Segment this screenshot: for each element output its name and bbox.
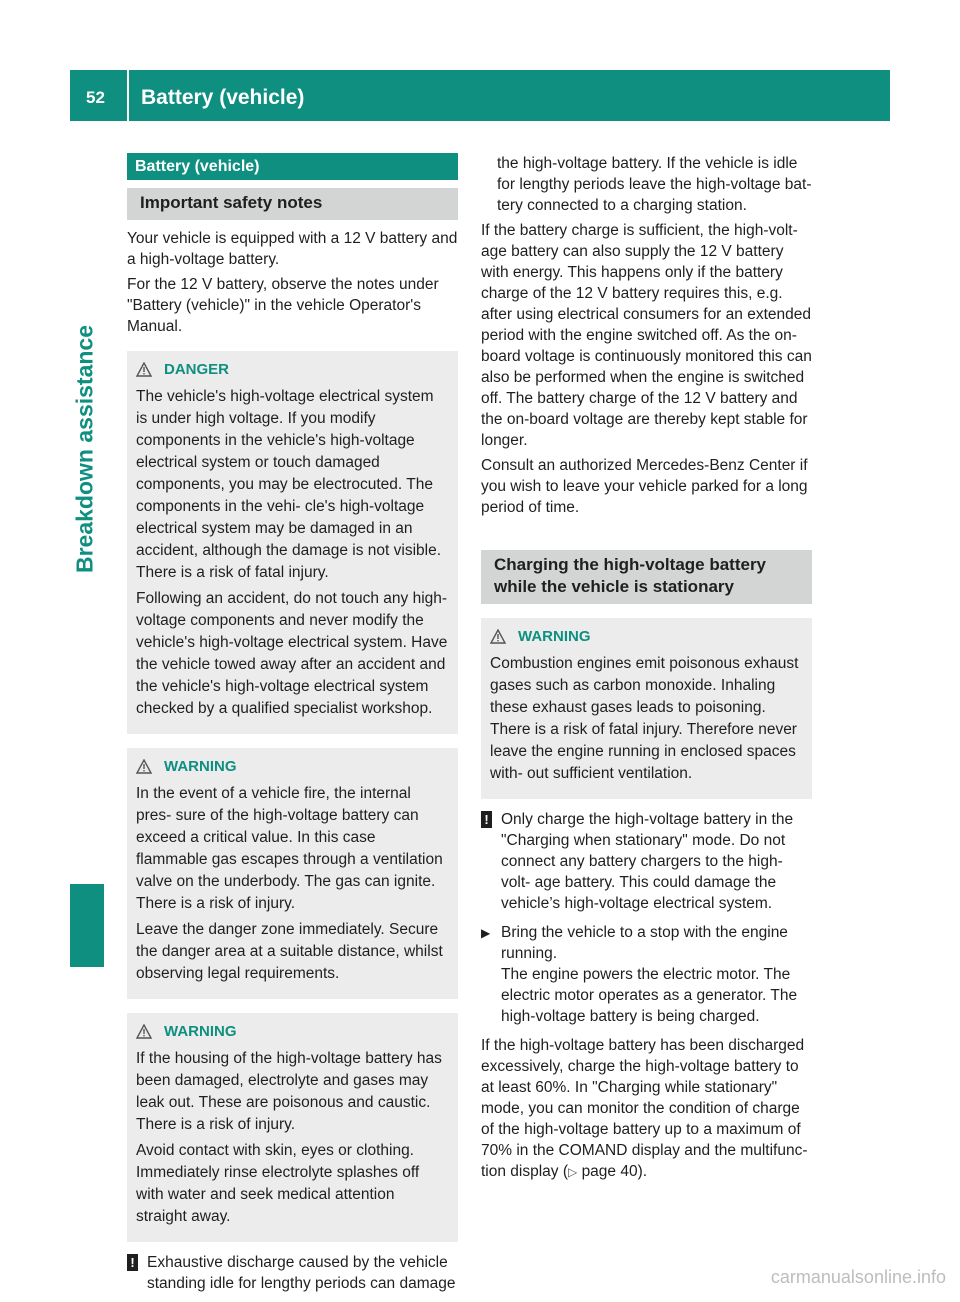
step-content — [501, 922, 812, 1027]
danger-box — [127, 351, 458, 734]
warning-label: WARNING — [164, 758, 237, 775]
warning-triangle-icon — [490, 629, 506, 644]
warning-text-2: Avoid contact with skin, eyes or clothing. Immediately rinse electrolyte splashes off with water and seek medical attention straight away. — [136, 1142, 420, 1225]
warning-box-exhaust — [481, 618, 812, 799]
chapter-tab-label: Breakdown assistance — [71, 324, 98, 574]
body-paragraph-2: Consult an authorized Mercedes-Benz Center if you wish to leave your vehicle parked for a long period of time. — [481, 457, 808, 516]
body-paragraph-1: If the battery charge is sufficient, the high-volt- age battery can also supply the 12 V battery with energy. This happens only if the battery charge of the 12 V battery requires this, e.g. after using electrical consumers for an extended period with the engine switched off. As the on-board voltage is continuously monitored this can also be performed when the engine is switched off. The battery charge of the 12 V battery and the on-board voltage are thereby kept stable for longer. — [481, 222, 812, 449]
page-title: Battery (vehicle) — [141, 86, 305, 109]
caution-note — [481, 809, 812, 914]
danger-header — [136, 359, 449, 380]
subsection-heading: Important safety notes — [127, 188, 458, 220]
warning-text-2: Leave the danger zone immediately. Secure the danger area at a suitable distance, whilst observing legal requirements. — [136, 921, 443, 982]
header-divider — [127, 70, 129, 121]
warning-triangle-icon — [136, 1024, 152, 1039]
danger-text-1: The vehicle's high-voltage electrical system is under high voltage. If you modify components in the vehicle's high-voltage electrical system or touch damaged components, you may be electrocuted. The components in the vehi- cle's high-voltage electrical system may be damaged in an accident, although the damage is not visible. There is a risk of fatal injury. — [136, 388, 442, 581]
exclamation-icon: ! — [481, 811, 492, 828]
left-column — [127, 153, 458, 1302]
body-paragraph-3 — [481, 1035, 812, 1183]
body-paragraph-3-text: If the high-voltage battery has been discharged excessively, charge the high-voltage battery to at least 60%. In "Charging while stationary" mode, you can monitor the condition of charge of the high-voltage battery up to a maximum of 70% in the COMAND display and the multifunc- tion display ( — [481, 1037, 808, 1180]
caution-note-continued: the high-voltage battery. If the vehicle is idle for lengthy periods leave the high-voltage bat- tery connected to a charging station. — [497, 155, 812, 214]
danger-text-2: Following an accident, do not touch any high- voltage components and never modify the vehicle's high-voltage electrical system. Have the vehicle towed away after an accident and the vehicle's high-voltage electrical system checked by a qualified specialist workshop. — [136, 590, 448, 717]
page-header — [70, 70, 890, 121]
warning-triangle-icon — [136, 362, 152, 377]
intro-paragraph-2: For the 12 V battery, observe the notes under "Battery (vehicle)" in the vehicle Operator's Manual. — [127, 276, 439, 335]
warning-label: WARNING — [518, 628, 591, 645]
caution-note-text: Exhaustive discharge caused by the vehicle standing idle for lengthy periods can damage — [147, 1254, 456, 1292]
section-heading: Battery (vehicle) — [127, 153, 458, 180]
body-paragraph-3-end: ). — [637, 1163, 648, 1180]
instruction-step — [481, 922, 812, 1027]
page-number: 52 — [86, 88, 105, 107]
exclamation-icon: ! — [127, 1254, 138, 1271]
intro-paragraph-1: Your vehicle is equipped with a 12 V battery and a high-voltage battery. — [127, 230, 458, 268]
page-ref-arrow-icon: ▷ — [568, 1165, 578, 1179]
right-column — [481, 153, 812, 1187]
warning-box-fire — [127, 748, 458, 999]
warning-box-electrolyte — [127, 1013, 458, 1242]
page-reference-link[interactable]: page 40 — [581, 1163, 638, 1180]
subsection-heading: Charging the high-voltage battery while the vehicle is stationary — [481, 550, 812, 604]
warning-triangle-icon — [136, 759, 152, 774]
step-text: Bring the vehicle to a stop with the engine running. — [501, 924, 788, 962]
warning-text-1: If the housing of the high-voltage battery has been damaged, electrolyte and gases may leak out. These are poisonous and caustic. There is a risk of injury. — [136, 1050, 442, 1133]
warning-label: WARNING — [164, 1023, 237, 1040]
caution-note — [127, 1252, 458, 1294]
step-arrow-icon: ▶ — [481, 926, 491, 940]
warning-text-1: In the event of a vehicle fire, the internal pres- sure of the high-voltage battery can exceed a critical value. In this case flammable gas escapes through a ventilation valve on the underbody. The gas can ignite. There is a risk of injury. — [136, 785, 443, 912]
danger-label: DANGER — [164, 361, 230, 378]
caution-note-text: Only charge the high-voltage battery in the "Charging when stationary" mode. Do not connect any battery chargers to the high-volt- age battery. This could damage the vehicle’s high-voltage electrical system. — [501, 811, 794, 912]
watermark: carmanualsonline.info — [770, 1267, 946, 1287]
warning-header — [136, 1021, 449, 1042]
warning-text-1: Combustion engines emit poisonous exhaust gases such as carbon monoxide. Inhaling these exhaust gases leads to poisoning. There is a risk of fatal injury. Therefore never leave the engine running in enclosed spaces with- out sufficient ventilation. — [490, 655, 799, 782]
chapter-marker — [70, 884, 104, 967]
warning-header — [490, 626, 803, 647]
warning-header — [136, 756, 449, 777]
step-result: The engine powers the electric motor. The electric motor operates as a generator. The high-voltage battery is being charged. — [501, 966, 798, 1025]
